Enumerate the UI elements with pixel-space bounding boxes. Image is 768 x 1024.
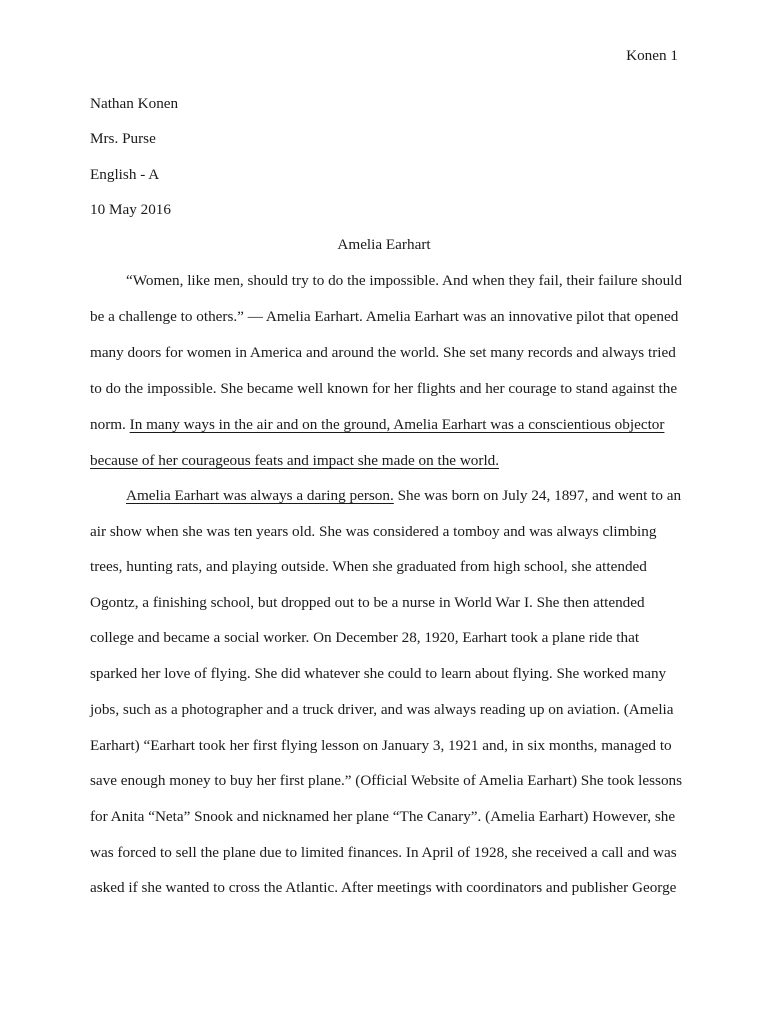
paragraph-line: be a challenge to others.” — Amelia Earhart. Amelia Earhart was an innovative pilot that opened [90, 308, 679, 325]
paragraph-line [90, 453, 499, 468]
paragraph-line: save enough money to buy her first plane.” (Official Website of Amelia Earhart) She took lessons [90, 772, 683, 789]
running-header: Konen 1 [626, 47, 678, 64]
essay-title: Amelia Earhart [337, 236, 431, 253]
thesis-statement: In many ways in the air and on the ground, Amelia Earhart was a conscientious objector [129, 416, 665, 433]
paragraph-line: many doors for women in America and around the world. She set many records and always tried [90, 344, 676, 361]
teacher-name: Mrs. Purse [90, 130, 156, 147]
paragraph-text: norm. [90, 416, 130, 433]
paragraph-line: was forced to sell the plane due to limited finances. In April of 1928, she received a call and was [90, 844, 677, 861]
thesis-statement-continued: because of her courageous feats and impact she made on the world. [90, 452, 500, 469]
author-name: Nathan Konen [90, 95, 179, 112]
paragraph-line: Earhart) “Earhart took her first flying lesson on January 3, 1921 and, in six months, managed to [90, 737, 672, 754]
paragraph-line: sparked her love of flying. She did whatever she could to learn about flying. She worked many [90, 665, 667, 682]
paragraph-line: for Anita “Neta” Snook and nicknamed her plane “The Canary”. (Amelia Earhart) However, she [90, 808, 676, 825]
paragraph-text: She was born on July 24, 1897, and went to an [393, 487, 682, 504]
topic-sentence: Amelia Earhart was always a daring person. [126, 487, 394, 504]
essay-date: 10 May 2016 [90, 201, 171, 218]
paragraph-line: jobs, such as a photographer and a truck driver, and was always reading up on aviation. (Amelia [90, 701, 674, 718]
paragraph-line: asked if she wanted to cross the Atlantic. After meetings with coordinators and publisher George [90, 879, 677, 896]
paragraph-line: air show when she was ten years old. She was considered a tomboy and was always climbing [90, 523, 657, 540]
paragraph-line: to do the impossible. She became well known for her flights and her courage to stand against the [90, 380, 678, 397]
paragraph-line [126, 488, 681, 503]
paragraph-line: college and became a social worker. On December 28, 1920, Earhart took a plane ride that [90, 629, 640, 646]
paragraph-line [90, 417, 664, 432]
paragraph-line: trees, hunting rats, and playing outside. When she graduated from high school, she attended [90, 558, 647, 575]
course-name: English - A [90, 166, 160, 183]
paragraph-line: “Women, like men, should try to do the impossible. And when they fail, their failure should [126, 272, 682, 289]
paragraph-line: Ogontz, a finishing school, but dropped out to be a nurse in World War I. She then attended [90, 594, 645, 611]
